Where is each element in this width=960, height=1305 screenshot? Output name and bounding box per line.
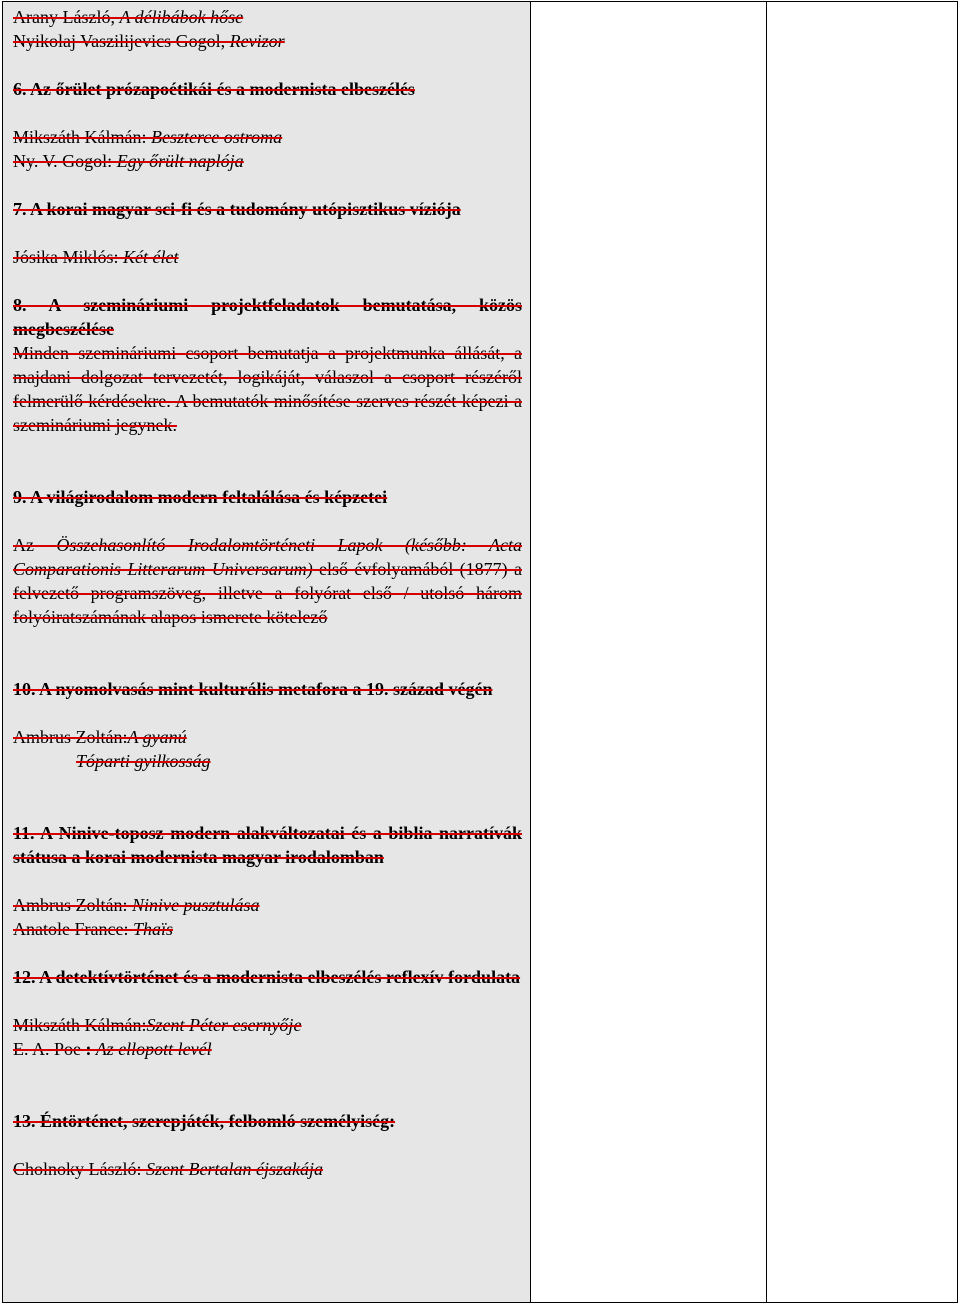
table-column-empty-2 — [767, 2, 957, 1302]
syllabus-content — [13, 5, 522, 1181]
document-table — [2, 1, 958, 1303]
reading-item: E. A. Poe : Az ellopott levél — [13, 1039, 212, 1059]
reading-item: Anatole France: Thaïs — [13, 919, 173, 939]
section-body-9: Az Összehasonlító Irodalomtörténeti Lapok (később: Acta Comparationis Litterarum Universarum) első évfolyamából (1877) a felvezető programszöveg, illetve a folyórat első / utolsó három folyóiratszámának alapos ismerete kötelező — [13, 535, 523, 627]
reading-item: Ny. V. Gogol: Egy őrült naplója — [13, 151, 244, 171]
section-heading-6: 6. Az őrület prózapoétikái és a modernista elbeszélés — [13, 79, 415, 99]
reading-item: Nyikolaj Vaszilijevics Gogol, Revizor — [13, 31, 285, 51]
reading-item: Arany László, A délibábok hőse — [13, 7, 244, 27]
reading-item: Jósika Miklós: Két élet — [13, 247, 179, 267]
section-heading-13: 13. Éntörténet, szerepjáték, felbomló személyiség: — [13, 1111, 396, 1131]
section-heading-8: 8. A szemináriumi projektfeladatok bemutatása, közös megbeszélése — [13, 295, 522, 339]
reading-item: Tóparti gyilkosság — [76, 751, 211, 771]
reading-item: Ambrus Zoltán: Ninive pusztulása — [13, 895, 260, 915]
table-column-empty-1 — [531, 2, 767, 1302]
section-heading-11: 11. A Ninive-toposz modern alakváltozatai és a biblia narratívák státusa a korai modernista magyar irodalomban — [13, 823, 522, 867]
reading-item: Mikszáth Kálmán: Beszterce ostroma — [13, 127, 283, 147]
section-heading-9: 9. A világirodalom modern feltalálása és képzetei — [13, 487, 388, 507]
reading-item: Cholnoky László: Szent Bertalan éjszakája — [13, 1159, 323, 1179]
reading-item: Ambrus Zoltán:A gyanú — [13, 727, 187, 747]
section-heading-10: 10. A nyomolvasás mint kulturális metafora a 19. század végén — [13, 679, 493, 699]
section-heading-7: 7. A korai magyar sci-fi és a tudomány utópisztikus víziója — [13, 199, 461, 219]
section-body-8: Minden szemináriumi csoport bemutatja a projektmunka állását, a majdani dolgozat tervezetét, logikáját, válaszol a csoport részéről felmerülő kérdésekre. A bemutatók minősítése szerves részét képezi a szemináriumi jegynek. — [13, 343, 522, 435]
table-column-syllabus — [3, 2, 531, 1302]
reading-item: Mikszáth Kálmán:Szent Péter esernyője — [13, 1015, 302, 1035]
section-heading-12: 12. A detektívtörténet és a modernista elbeszélés reflexív fordulata — [13, 967, 521, 987]
